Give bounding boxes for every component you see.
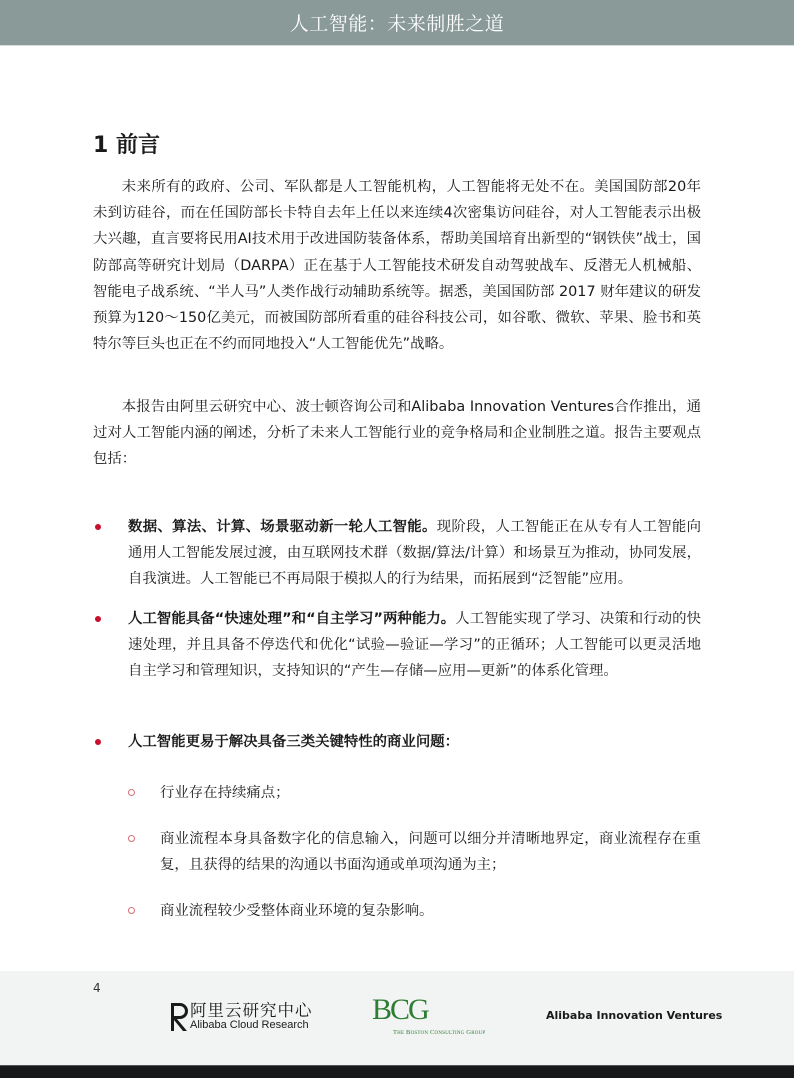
section-title: 1 前言: [93, 133, 160, 158]
bullet-item: [128, 514, 701, 593]
bcg-mark: BCG: [372, 993, 428, 1026]
bullet-icon: [95, 616, 101, 622]
paragraph-report: 本报告由阿里云研究中心、波士顿咨询公司和Alibaba Innovation Ventures合作推出，通过对人工智能内涵的阐述，分析了未来人工智能行业的竞争格局和企业制胜之道。报告主要观点包括：: [93, 399, 701, 468]
sub-bullet-item: 商业流程较少受整体商业环境的复杂影响。: [160, 903, 434, 919]
sub-bullet-icon: [128, 907, 135, 914]
research-r-icon: [168, 1001, 192, 1033]
acr-en-text: Alibaba Cloud Research: [190, 1019, 309, 1031]
sub-bullet-item: 行业存在持续痛点；: [160, 785, 290, 801]
bcg-subtitle: The Boston Consulting Group: [393, 1029, 486, 1036]
bullet-item: [128, 606, 701, 685]
bcg-logo: [372, 995, 512, 1043]
bullet-text: 人工智能实现了学习、决策和行动的快速处理，并且具备不停迭代和优化“试验—验证—学习”的正循环；人工智能可以更灵活地自主学习和管理知识，支持知识的“产生—存储—应用—更新”的体系化管理。: [128, 611, 701, 680]
bottom-bar: [0, 1065, 794, 1078]
bullet-text: 现阶段，人工智能正在从专有人工智能向通用人工智能发展过渡，由互联网技术群（数据/算法/计算）和场景互为推动，协同发展，自我演进。人工智能已不再局限于模拟人的行为结果，而拓展到“泛智能”应用。: [128, 519, 701, 588]
paragraph-intro: 未来所有的政府、公司、军队都是人工智能机构，人工智能将无处不在。美国国防部20年未到访硅谷，而在任国防部长卡特自去年上任以来连续4次密集访问硅谷，对人工智能表示出极大兴趣，直言要将民用AI技术用于改进国防装备体系，帮助美国培育出新型的“钢铁侠”战士，国防部高等研究计划局（DARPA）正在基于人工智能技术研发自动驾驶战车、反潜无人机械船、智能电子战系统、“半人马”人类作战行动辅助系统等。据悉，美国国防部 2017 财年建议的研发预算为120～150亿美元，而被国防部所看重的硅谷科技公司，如谷歌、微软、苹果、脸书和英特尔等巨头也正在不约而同地投入“人工智能优先”战略。: [93, 179, 701, 353]
alibaba-innovation-ventures-logo: Alibaba Innovation Ventures: [546, 1009, 723, 1022]
page-header: [0, 0, 794, 46]
page-footer: [0, 971, 794, 1065]
sub-bullet-item: 商业流程本身具备数字化的信息输入，问题可以细分并清晰地界定，商业流程存在重复，且获得的结果的沟通以书面沟通或单项沟通为主；: [160, 831, 701, 874]
bullet-icon: [95, 739, 101, 745]
alibaba-cloud-research-logo: [168, 999, 338, 1039]
header-title: 人工智能：未来制胜之道: [289, 13, 505, 35]
bullet-item: [128, 729, 701, 755]
sub-bullet-icon: [128, 789, 135, 796]
bullet-bold: 数据、算法、计算、场景驱动新一轮人工智能。: [128, 519, 437, 535]
bullet-bold: 人工智能具备“快速处理”和“自主学习”两种能力。: [128, 611, 456, 627]
bullet-icon: [95, 524, 101, 530]
sub-bullet-icon: [128, 835, 135, 842]
page-number: 4: [93, 981, 101, 995]
acr-cn-text: 阿里云研究中心: [190, 1001, 313, 1020]
bullet-bold: 人工智能更易于解决具备三类关键特性的商业问题：: [128, 734, 459, 750]
